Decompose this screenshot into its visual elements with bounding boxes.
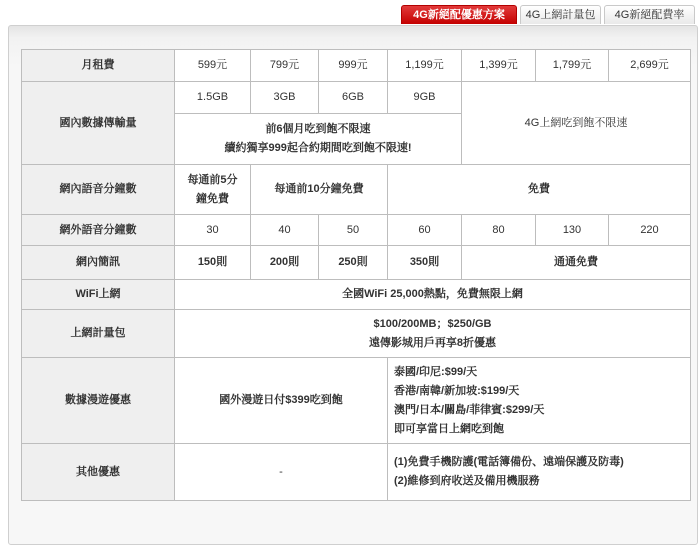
monthly-fee-cell: 599元 bbox=[175, 50, 251, 82]
roaming-line: 香港/南韓/新加坡:$199/天 bbox=[394, 384, 520, 397]
data-promo-cell bbox=[175, 114, 462, 165]
plan-comparison-table bbox=[21, 49, 691, 501]
onnet-voice-cell: 免費 bbox=[388, 165, 691, 215]
onnet-sms-cell: 150則 bbox=[175, 246, 251, 280]
row-header-onnet-sms: 網內簡訊 bbox=[22, 246, 175, 280]
onnet-sms-cell: 250則 bbox=[319, 246, 388, 280]
data-pack-line: $100/200MB；$250/GB bbox=[373, 317, 492, 330]
other-line: (1)免費手機防護(電話簿備份、遠端保護及防毒) bbox=[394, 456, 624, 468]
row-offnet-voice bbox=[22, 215, 691, 246]
row-header-wifi: WiFi上網 bbox=[22, 280, 175, 310]
offnet-voice-cell: 80 bbox=[462, 215, 536, 246]
monthly-fee-cell: 2,699元 bbox=[609, 50, 691, 82]
other-benefits-cell bbox=[388, 444, 691, 501]
onnet-sms-free-cell: 通通免費 bbox=[462, 246, 691, 280]
row-header-monthly-fee: 月租費 bbox=[22, 50, 175, 82]
unlimited-data-cell: 4G上網吃到飽不限速 bbox=[462, 82, 691, 165]
roaming-line: 澳門/日本/關島/菲律賓:$299/天 bbox=[394, 403, 545, 416]
onnet-voice-line: 每通前5分 bbox=[187, 173, 238, 186]
row-domestic-data bbox=[22, 82, 691, 114]
onnet-sms-cell: 350則 bbox=[388, 246, 462, 280]
row-data-pack bbox=[22, 310, 691, 358]
offnet-voice-cell: 130 bbox=[536, 215, 609, 246]
offnet-voice-cell: 30 bbox=[175, 215, 251, 246]
monthly-fee-cell: 1,399元 bbox=[462, 50, 536, 82]
offnet-voice-cell: 60 bbox=[388, 215, 462, 246]
row-header-onnet-voice: 網內語音分鐘數 bbox=[22, 165, 175, 215]
monthly-fee-cell: 799元 bbox=[251, 50, 319, 82]
row-other bbox=[22, 444, 691, 501]
tab-4g-new-plan[interactable]: 4G新絕配優惠方案 bbox=[401, 5, 517, 24]
offnet-voice-cell: 220 bbox=[609, 215, 691, 246]
data-volume-cell: 1.5GB bbox=[175, 82, 251, 114]
row-header-other: 其他優惠 bbox=[22, 444, 175, 501]
roaming-regions-cell bbox=[388, 358, 691, 444]
data-pack-line: 遠傳影城用戶再享8折優惠 bbox=[368, 336, 497, 349]
data-volume-cell: 3GB bbox=[251, 82, 319, 114]
other-line: (2)維修到府收送及備用機服務 bbox=[394, 475, 540, 487]
onnet-voice-line: 鐘免費 bbox=[196, 192, 229, 205]
roaming-daily-cell: 國外漫遊日付$399吃到飽 bbox=[175, 358, 388, 444]
offnet-voice-cell: 50 bbox=[319, 215, 388, 246]
onnet-sms-cell: 200則 bbox=[251, 246, 319, 280]
onnet-voice-cell: 每通前10分鐘免費 bbox=[251, 165, 388, 215]
tab-4g-data-pack[interactable]: 4G上網計量包 bbox=[520, 5, 601, 24]
row-wifi bbox=[22, 280, 691, 310]
row-onnet-sms bbox=[22, 246, 691, 280]
data-pack-cell bbox=[175, 310, 691, 358]
offnet-voice-cell: 40 bbox=[251, 215, 319, 246]
row-roaming bbox=[22, 358, 691, 444]
row-monthly-fee bbox=[22, 50, 691, 82]
monthly-fee-cell: 1,799元 bbox=[536, 50, 609, 82]
tab-4g-rates[interactable]: 4G新絕配費率 bbox=[604, 5, 695, 24]
monthly-fee-cell: 1,199元 bbox=[388, 50, 462, 82]
row-onnet-voice bbox=[22, 165, 691, 215]
wifi-cell: 全國WiFi 25,000熱點，免費無限上網 bbox=[175, 280, 691, 310]
other-left-cell: - bbox=[175, 444, 388, 501]
data-promo-line: 前6個月吃到飽不限速 bbox=[265, 123, 371, 135]
row-header-offnet-voice: 網外語音分鐘數 bbox=[22, 215, 175, 246]
monthly-fee-cell: 999元 bbox=[319, 50, 388, 82]
row-header-data-pack: 上網計量包 bbox=[22, 310, 175, 358]
row-header-roaming: 數據漫遊優惠 bbox=[22, 358, 175, 444]
data-volume-cell: 6GB bbox=[319, 82, 388, 114]
data-volume-cell: 9GB bbox=[388, 82, 462, 114]
roaming-line: 即可享當日上網吃到飽 bbox=[394, 422, 504, 435]
row-header-domestic-data: 國內數據傳輸量 bbox=[22, 82, 175, 165]
onnet-voice-cell bbox=[175, 165, 251, 215]
roaming-line: 泰國/印尼:$99/天 bbox=[394, 365, 478, 378]
data-promo-line: 續約獨享999起合約期間吃到飽不限速! bbox=[224, 142, 412, 154]
